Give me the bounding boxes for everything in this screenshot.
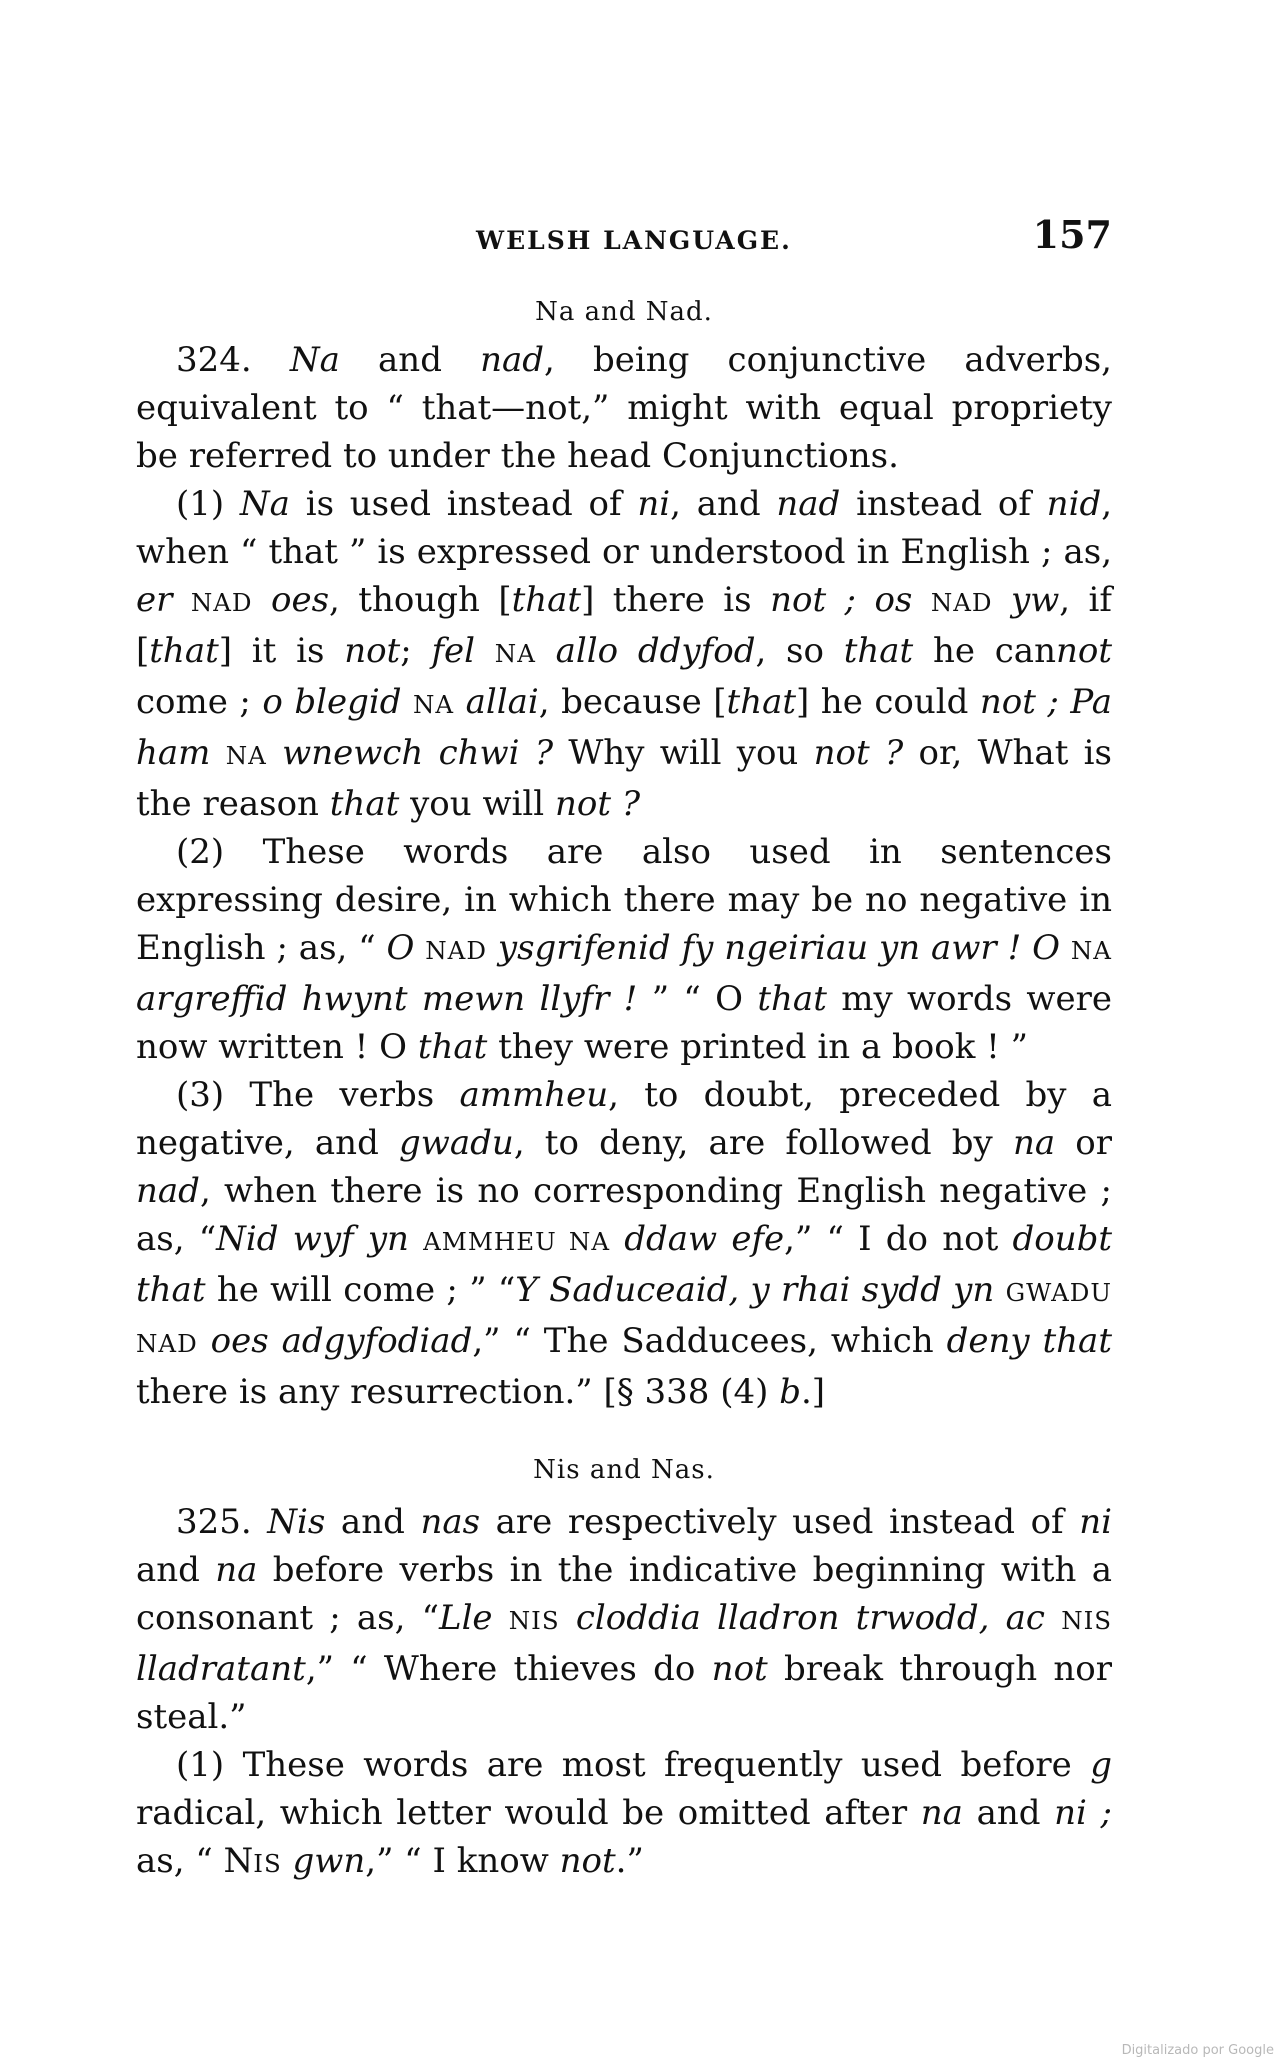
italic-run: Nis bbox=[267, 1502, 326, 1542]
text-run bbox=[610, 1219, 624, 1259]
italic-run: that bbox=[417, 1027, 488, 1067]
text-run: , because [ bbox=[538, 682, 727, 722]
italic-run: oes adgyfodiad bbox=[210, 1321, 473, 1361]
text-run: (1) bbox=[176, 484, 240, 524]
italic-run: that bbox=[843, 631, 914, 671]
digitization-watermark: Digitalizado por Google bbox=[1121, 2043, 1274, 2058]
section-heading-nis-and-nas: Nis and Nas. bbox=[533, 1455, 715, 1485]
text-run bbox=[475, 631, 495, 671]
italic-run: ammheu bbox=[459, 1075, 609, 1115]
text-run bbox=[267, 733, 282, 773]
text-run: is used instead of bbox=[289, 484, 638, 524]
text-run: , so bbox=[755, 631, 844, 671]
italic-run: Lle bbox=[438, 1598, 493, 1638]
small-caps-run: NA bbox=[1070, 936, 1112, 965]
text-run: he can bbox=[913, 631, 1056, 671]
italic-run: not bbox=[559, 1841, 616, 1881]
text-run: ,” “ I do not bbox=[784, 1219, 1013, 1259]
text-run bbox=[282, 1841, 293, 1881]
text-run bbox=[454, 682, 466, 722]
text-run: , and bbox=[670, 484, 777, 524]
text-run: he will come ; ” “ bbox=[205, 1270, 516, 1310]
italic-run: oes bbox=[270, 580, 330, 620]
page-body bbox=[136, 292, 1112, 1888]
italic-run: that bbox=[329, 784, 400, 824]
italic-run: nad bbox=[136, 1171, 200, 1211]
italic-run: er bbox=[136, 580, 173, 620]
italic-run: that bbox=[757, 979, 827, 1019]
paragraph-324-1 bbox=[136, 480, 1112, 828]
italic-run: nas bbox=[420, 1502, 481, 1542]
italic-run: deny that bbox=[946, 1321, 1112, 1361]
small-caps-run: NA bbox=[494, 639, 536, 668]
italic-run: b bbox=[779, 1372, 801, 1412]
text-run: , if [ bbox=[136, 580, 1113, 671]
italic-run: O bbox=[386, 928, 415, 968]
italic-run: Na bbox=[289, 340, 340, 380]
italic-run: wnewch chwi ? bbox=[282, 733, 554, 773]
paragraph-324-2 bbox=[136, 828, 1112, 1071]
italic-run: ddaw efe bbox=[624, 1219, 785, 1259]
text-run: , when there is no corresponding English negative ; as, “ bbox=[136, 1171, 1112, 1259]
italic-run: not bbox=[711, 1649, 768, 1689]
text-run bbox=[172, 580, 190, 620]
text-run: ,” “ Where thieves do bbox=[305, 1649, 712, 1689]
italic-run: Nid wyf yn bbox=[216, 1219, 409, 1259]
text-run: Why will you bbox=[553, 733, 814, 773]
italic-run: Na bbox=[239, 484, 290, 524]
text-run: before verbs in the indicative beginning with a consonant ; as, “ bbox=[136, 1550, 1112, 1638]
small-caps-run: NIS bbox=[508, 1606, 560, 1635]
italic-run: not ; os bbox=[770, 580, 913, 620]
text-run bbox=[1060, 928, 1071, 968]
text-run: , when “ that ” is expressed or understood in English ; as, bbox=[136, 484, 1113, 572]
italic-run: not ? bbox=[813, 733, 904, 773]
text-run: there is any resurrection.” [§ 338 (4) bbox=[136, 1372, 780, 1412]
text-run: ,” “ I know bbox=[365, 1841, 560, 1881]
italic-run: ysgrifenid fy ngeiriau yn awr ! O bbox=[497, 928, 1060, 968]
page-header bbox=[136, 212, 1112, 260]
small-caps-run: NIS bbox=[1061, 1606, 1113, 1635]
section-heading-na-and-nad: Na and Nad. bbox=[535, 297, 713, 327]
small-caps-run: NAD bbox=[930, 588, 993, 617]
italic-run: ni ; bbox=[1054, 1793, 1112, 1833]
italic-run: nad bbox=[480, 340, 545, 380]
text-run bbox=[487, 928, 498, 968]
italic-run: not bbox=[344, 631, 401, 671]
small-caps-run: NA bbox=[413, 690, 455, 719]
text-run: (2) These words are also used in sentences expressing desire, in which there may be no negative in English ; as, “ bbox=[136, 832, 1112, 968]
italic-run: ni bbox=[637, 484, 671, 524]
text-run: or bbox=[1055, 1123, 1113, 1163]
text-run: and bbox=[136, 1550, 216, 1590]
text-run: and bbox=[962, 1793, 1055, 1833]
text-run bbox=[993, 580, 1011, 620]
text-run bbox=[1045, 1598, 1061, 1638]
text-run: (3) The verbs bbox=[176, 1075, 460, 1115]
italic-run: na bbox=[215, 1550, 258, 1590]
text-run: ,” “ The Sadducees, which bbox=[472, 1321, 947, 1361]
italic-run: that bbox=[149, 631, 219, 671]
text-run: break through nor steal.” bbox=[136, 1649, 1113, 1737]
paragraph-324-3 bbox=[136, 1071, 1112, 1416]
italic-run: na bbox=[920, 1793, 963, 1833]
text-run: my words were now written ! O bbox=[136, 979, 1112, 1067]
text-run: you will bbox=[399, 784, 555, 824]
italic-run: argreffid hwynt mewn llyfr ! bbox=[136, 979, 638, 1019]
small-caps-run: AMMHEU NA bbox=[423, 1227, 610, 1256]
text-run: , though [ bbox=[329, 580, 512, 620]
text-run: , being conjunctive adverbs, equivalent to “ that—not,” might with equal propriety be referred to under the head Conjunctions. bbox=[136, 340, 1112, 476]
text-run: or, What is the reason bbox=[136, 733, 1112, 824]
text-run: ] there is bbox=[581, 580, 771, 620]
text-run: (1) These words are most frequently used before bbox=[176, 1745, 1091, 1785]
italic-run: not ? bbox=[555, 784, 641, 824]
text-run bbox=[409, 1219, 423, 1259]
italic-run: gwn bbox=[292, 1841, 366, 1881]
text-run bbox=[912, 580, 930, 620]
paragraph-325-1 bbox=[136, 1741, 1112, 1888]
text-run bbox=[536, 631, 556, 671]
page-number: 157 bbox=[1032, 212, 1112, 257]
italic-run: Y Saduceaid, y rhai sydd yn bbox=[515, 1270, 995, 1310]
italic-run: fel bbox=[431, 631, 476, 671]
italic-run: nid bbox=[1046, 484, 1102, 524]
text-run: ” “ O bbox=[637, 979, 758, 1019]
italic-run: lladratant bbox=[136, 1649, 306, 1689]
paragraph-324 bbox=[136, 336, 1112, 480]
text-run: and bbox=[339, 340, 481, 380]
text-run: as, “ N bbox=[136, 1841, 254, 1881]
italic-run: cloddia lladron trwodd, ac bbox=[575, 1598, 1045, 1638]
italic-run: doubt that bbox=[136, 1219, 1113, 1310]
small-caps-run: NAD bbox=[190, 588, 253, 617]
italic-run: gwadu bbox=[399, 1123, 514, 1163]
text-run bbox=[414, 928, 425, 968]
text-run bbox=[253, 580, 271, 620]
italic-run: allo ddyfod bbox=[555, 631, 756, 671]
text-run: they were printed in a book ! ” bbox=[487, 1027, 1028, 1067]
small-caps-run: IS bbox=[253, 1849, 282, 1878]
text-run bbox=[560, 1598, 576, 1638]
text-run: instead of bbox=[840, 484, 1047, 524]
italic-run: that bbox=[726, 682, 797, 722]
italic-run: allai bbox=[465, 682, 539, 722]
text-run: .] bbox=[800, 1372, 826, 1412]
text-run: .” bbox=[615, 1841, 644, 1881]
text-run: are respectively used instead of bbox=[480, 1502, 1080, 1542]
text-run: , to deny, are followed by bbox=[513, 1123, 1013, 1163]
paragraph-325 bbox=[136, 1498, 1112, 1741]
text-run: radical, which letter would be omitted after bbox=[136, 1793, 921, 1833]
text-run bbox=[994, 1270, 1005, 1310]
text-run: come ; bbox=[136, 682, 263, 722]
text-run: , to doubt, preceded by a negative, and bbox=[136, 1075, 1112, 1163]
italic-run: o blegid bbox=[262, 682, 402, 722]
italic-run: g bbox=[1090, 1745, 1112, 1785]
italic-run: yw bbox=[1010, 580, 1060, 620]
text-run bbox=[493, 1598, 509, 1638]
small-caps-run: NAD bbox=[425, 936, 487, 965]
text-run: 324. bbox=[176, 340, 290, 380]
italic-run: nad bbox=[776, 484, 841, 524]
text-run: ] he could bbox=[796, 682, 980, 722]
running-title: WELSH LANGUAGE. bbox=[476, 226, 792, 255]
italic-run: that bbox=[511, 580, 582, 620]
text-run bbox=[210, 733, 225, 773]
text-run bbox=[401, 682, 413, 722]
small-caps-run: GWADU NAD bbox=[136, 1278, 1112, 1358]
text-run bbox=[198, 1321, 211, 1361]
text-run: 325. bbox=[176, 1502, 268, 1542]
text-run: and bbox=[325, 1502, 421, 1542]
small-caps-run: NA bbox=[225, 741, 267, 770]
italic-run: ni bbox=[1079, 1502, 1112, 1542]
italic-run: not ; Pa ham bbox=[136, 682, 1112, 773]
text-run: ; bbox=[400, 631, 432, 671]
italic-run: na bbox=[1012, 1123, 1056, 1163]
italic-run: not bbox=[1055, 631, 1113, 671]
text-run: ] it is bbox=[218, 631, 345, 671]
